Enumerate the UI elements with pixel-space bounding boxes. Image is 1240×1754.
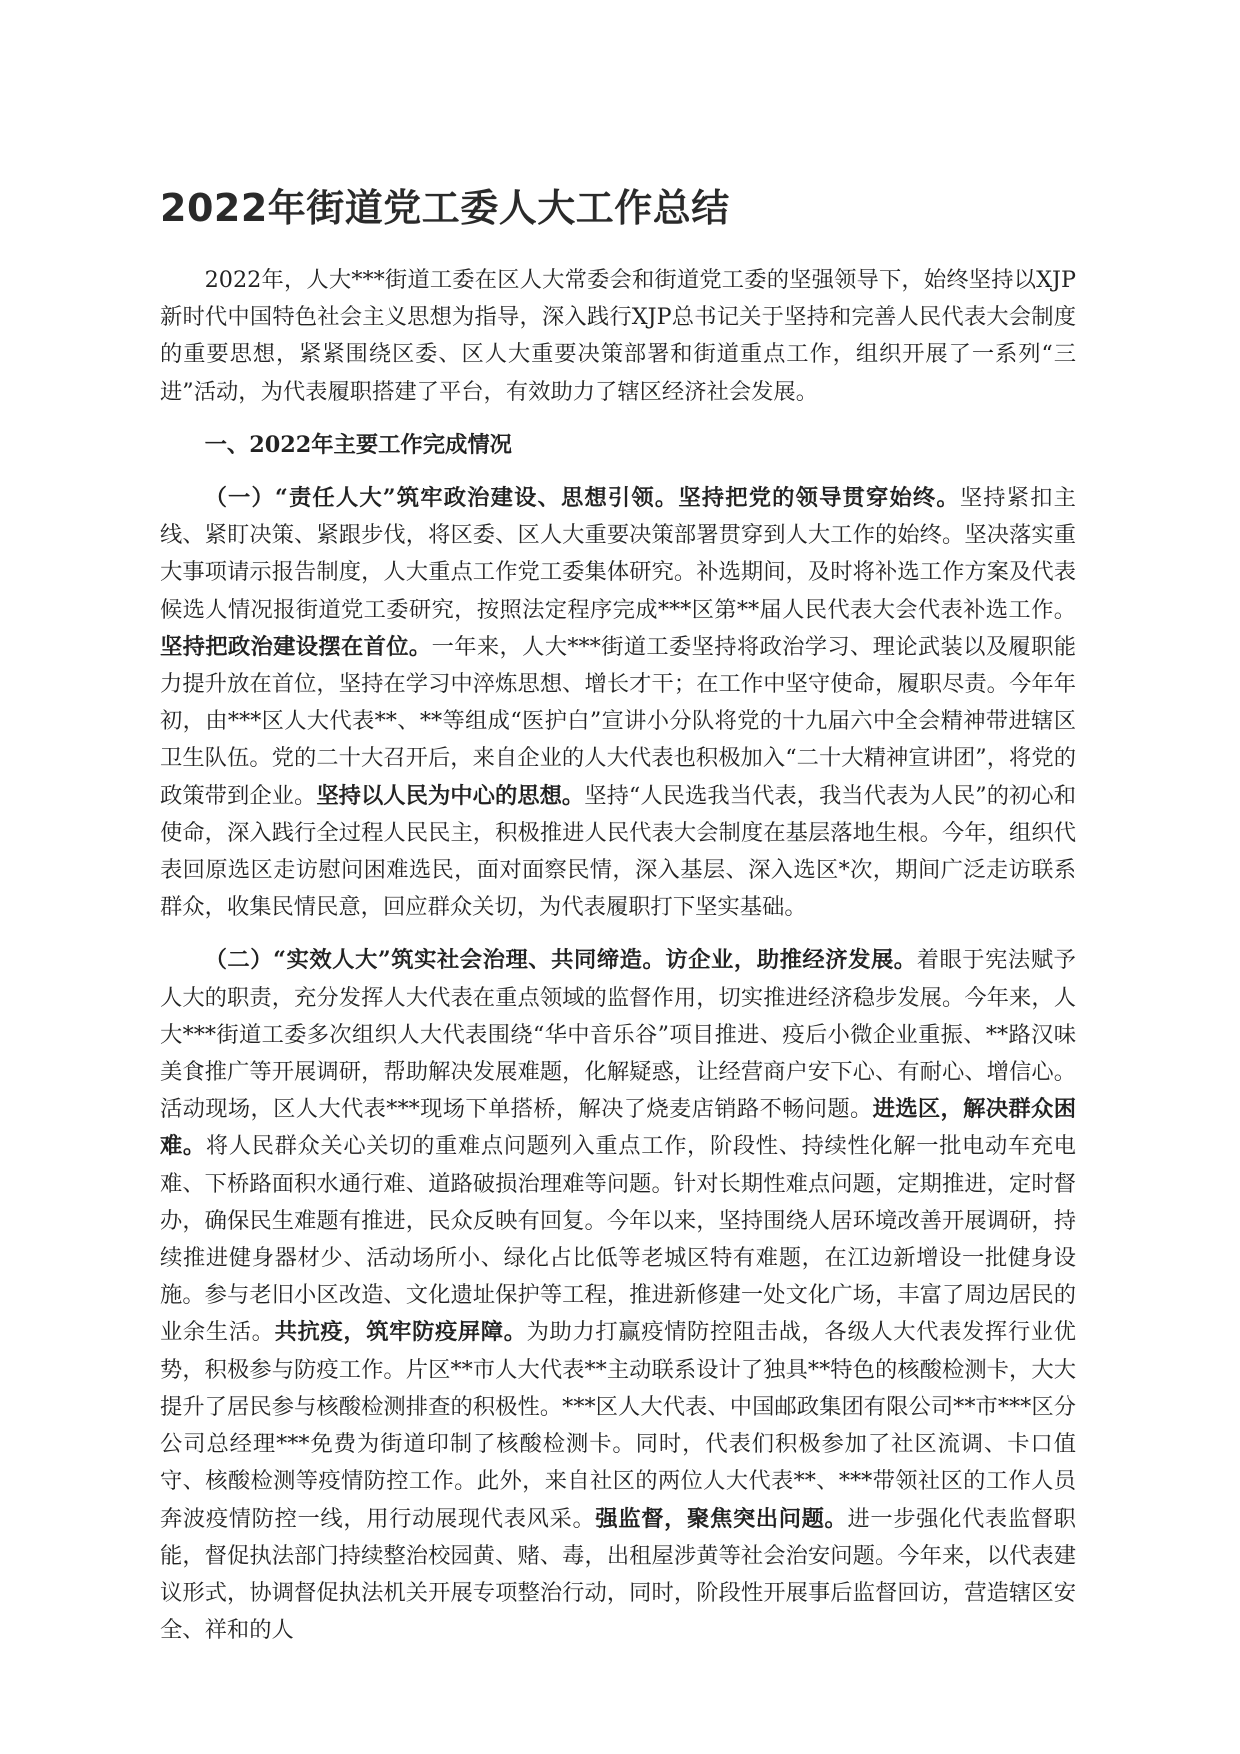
body-text: 坚持“人民选我当代表，我当代表为人民”的初心和使命，深入践行全过程人民民主，积极推进人民代表大会制度在基层落地生根。今年，组织代表回原选区走访慰问困难选民，面对面察民情，深入基层、深入选区*次，期间广泛走访联系群众，收集民情民意，回应群众关切，为代表履职打下坚实基础。 [160, 782, 1076, 921]
paragraph-effectiveness [160, 942, 1076, 1649]
inline-heading: 坚持以人民为中心的思想。 [316, 782, 585, 809]
body-text: 着眼于宪法赋予人大的职责，充分发挥人大代表在重点领域的监督作用，切实推进经济稳步发展。今年来，人大***街道工委多次组织人大代表围绕“华中音乐谷”项目推进、疫后小微企业重振、**路汉味美食推广等开展调研，帮助解决发展难题，化解疑惑，让经营商户安下心、有耐心、增信心。活动现场，区人大代表***现场下单搭桥，解决了烧麦店销路不畅问题。 [160, 947, 1076, 1123]
inline-heading: 进选区，解决群众困难。 [160, 1096, 1076, 1160]
lead-heading-2: （二）“实效人大”筑实社会治理、共同缔造。访企业，助推经济发展。 [204, 947, 917, 974]
body-text: 将人民群众关心关切的重难点问题列入重点工作，阶段性、持续性化解一批电动车充电难、下桥路面积水通行难、道路破损治理难等问题。针对长期性难点问题，定期推进，定时督办，确保民生难题有推进，民众反映有回复。今年以来，坚持围绕人居环境改善开展调研，持续推进健身器材少、活动场所小、绿化占比低等老城区特有难题，在江边新增设一批健身设施。参与老旧小区改造、文化遗址保护等工程，推进新修建一处文化广场，丰富了周边居民的业余生活。 [160, 1133, 1076, 1346]
document-page [160, 180, 1076, 1649]
document-title: 2022年街道党工委人大工作总结 [160, 186, 730, 230]
body-text: 为助力打赢疫情防控阻击战，各级人大代表发挥行业优势，积极参与防疫工作。片区**市人大代表**主动联系设计了独具**特色的核酸检测卡，大大提升了居民参与核酸检测排查的积极性。***区人大代表、中国邮政集团有限公司**市***区分公司总经理***免费为街道印制了核酸检测卡。同时，代表们积极参加了社区流调、卡口值守、核酸检测等疫情防控工作。此外，来自社区的两位人大代表**、***带领社区的工作人员奔波疫情防控一线，用行动展现代表风采。 [160, 1319, 1076, 1532]
lead-heading-1: （一）“责任人大”筑牢政治建设、思想引领。坚持把党的领导贯穿始终。 [204, 485, 960, 512]
body-text: 坚持紧扣主线、紧盯决策、紧跟步伐，将区委、区人大重要决策部署贯穿到人大工作的始终。坚决落实重大事项请示报告制度，人大重点工作党工委集体研究。补选期间，及时将补选工作方案及代表候选人情况报街道党工委研究，按照法定程序完成***区第**届人民代表大会代表补选工作。 [160, 485, 1076, 623]
body-text: 一年来，人大***街道工委坚持将政治学习、理论武装以及履职能力提升放在首位，坚持在学习中淬炼思想、增长才干；在工作中坚守使命，履职尽责。今年年初，由***区人大代表**、**等组成“医护白”宣讲小分队将党的十九届六中全会精神带进辖区卫生队伍。党的二十大召开后，来自企业的人大代表也积极加入“二十大精神宣讲团”，将党的政策带到企业。 [160, 633, 1076, 809]
section-heading-1: 一、2022年主要工作完成情况 [204, 431, 512, 458]
body-text: 进一步强化代表监督职能，督促执法部门持续整治校园黄、赌、毒，出租屋涉黄等社会治安问题。今年来，以代表建议形式，协调督促执法机关开展专项整治行动，同时，阶段性开展事后监督回访，营造辖区安全、祥和的人 [160, 1505, 1076, 1644]
inline-heading: 共抗疫，筑牢防疫屏障。 [274, 1319, 527, 1346]
intro-paragraph: 2022年，人大***街道工委在区人大常委会和街道党工委的坚强领导下，始终坚持以XJP新时代中国特色社会主义思想为指导，深入践行XJP总书记关于坚持和完善人民代表大会制度的重要思想，紧紧围绕区委、区人大重要决策部署和街道重点工作，组织开展了一系列“三进”活动，为代表履职搭建了平台，有效助力了辖区经济社会发展。 [160, 267, 1076, 405]
paragraph-responsibility [160, 480, 1076, 926]
inline-heading: 坚持把政治建设摆在首位。 [160, 633, 432, 660]
inline-heading: 强监督，聚焦突出问题。 [595, 1505, 848, 1532]
